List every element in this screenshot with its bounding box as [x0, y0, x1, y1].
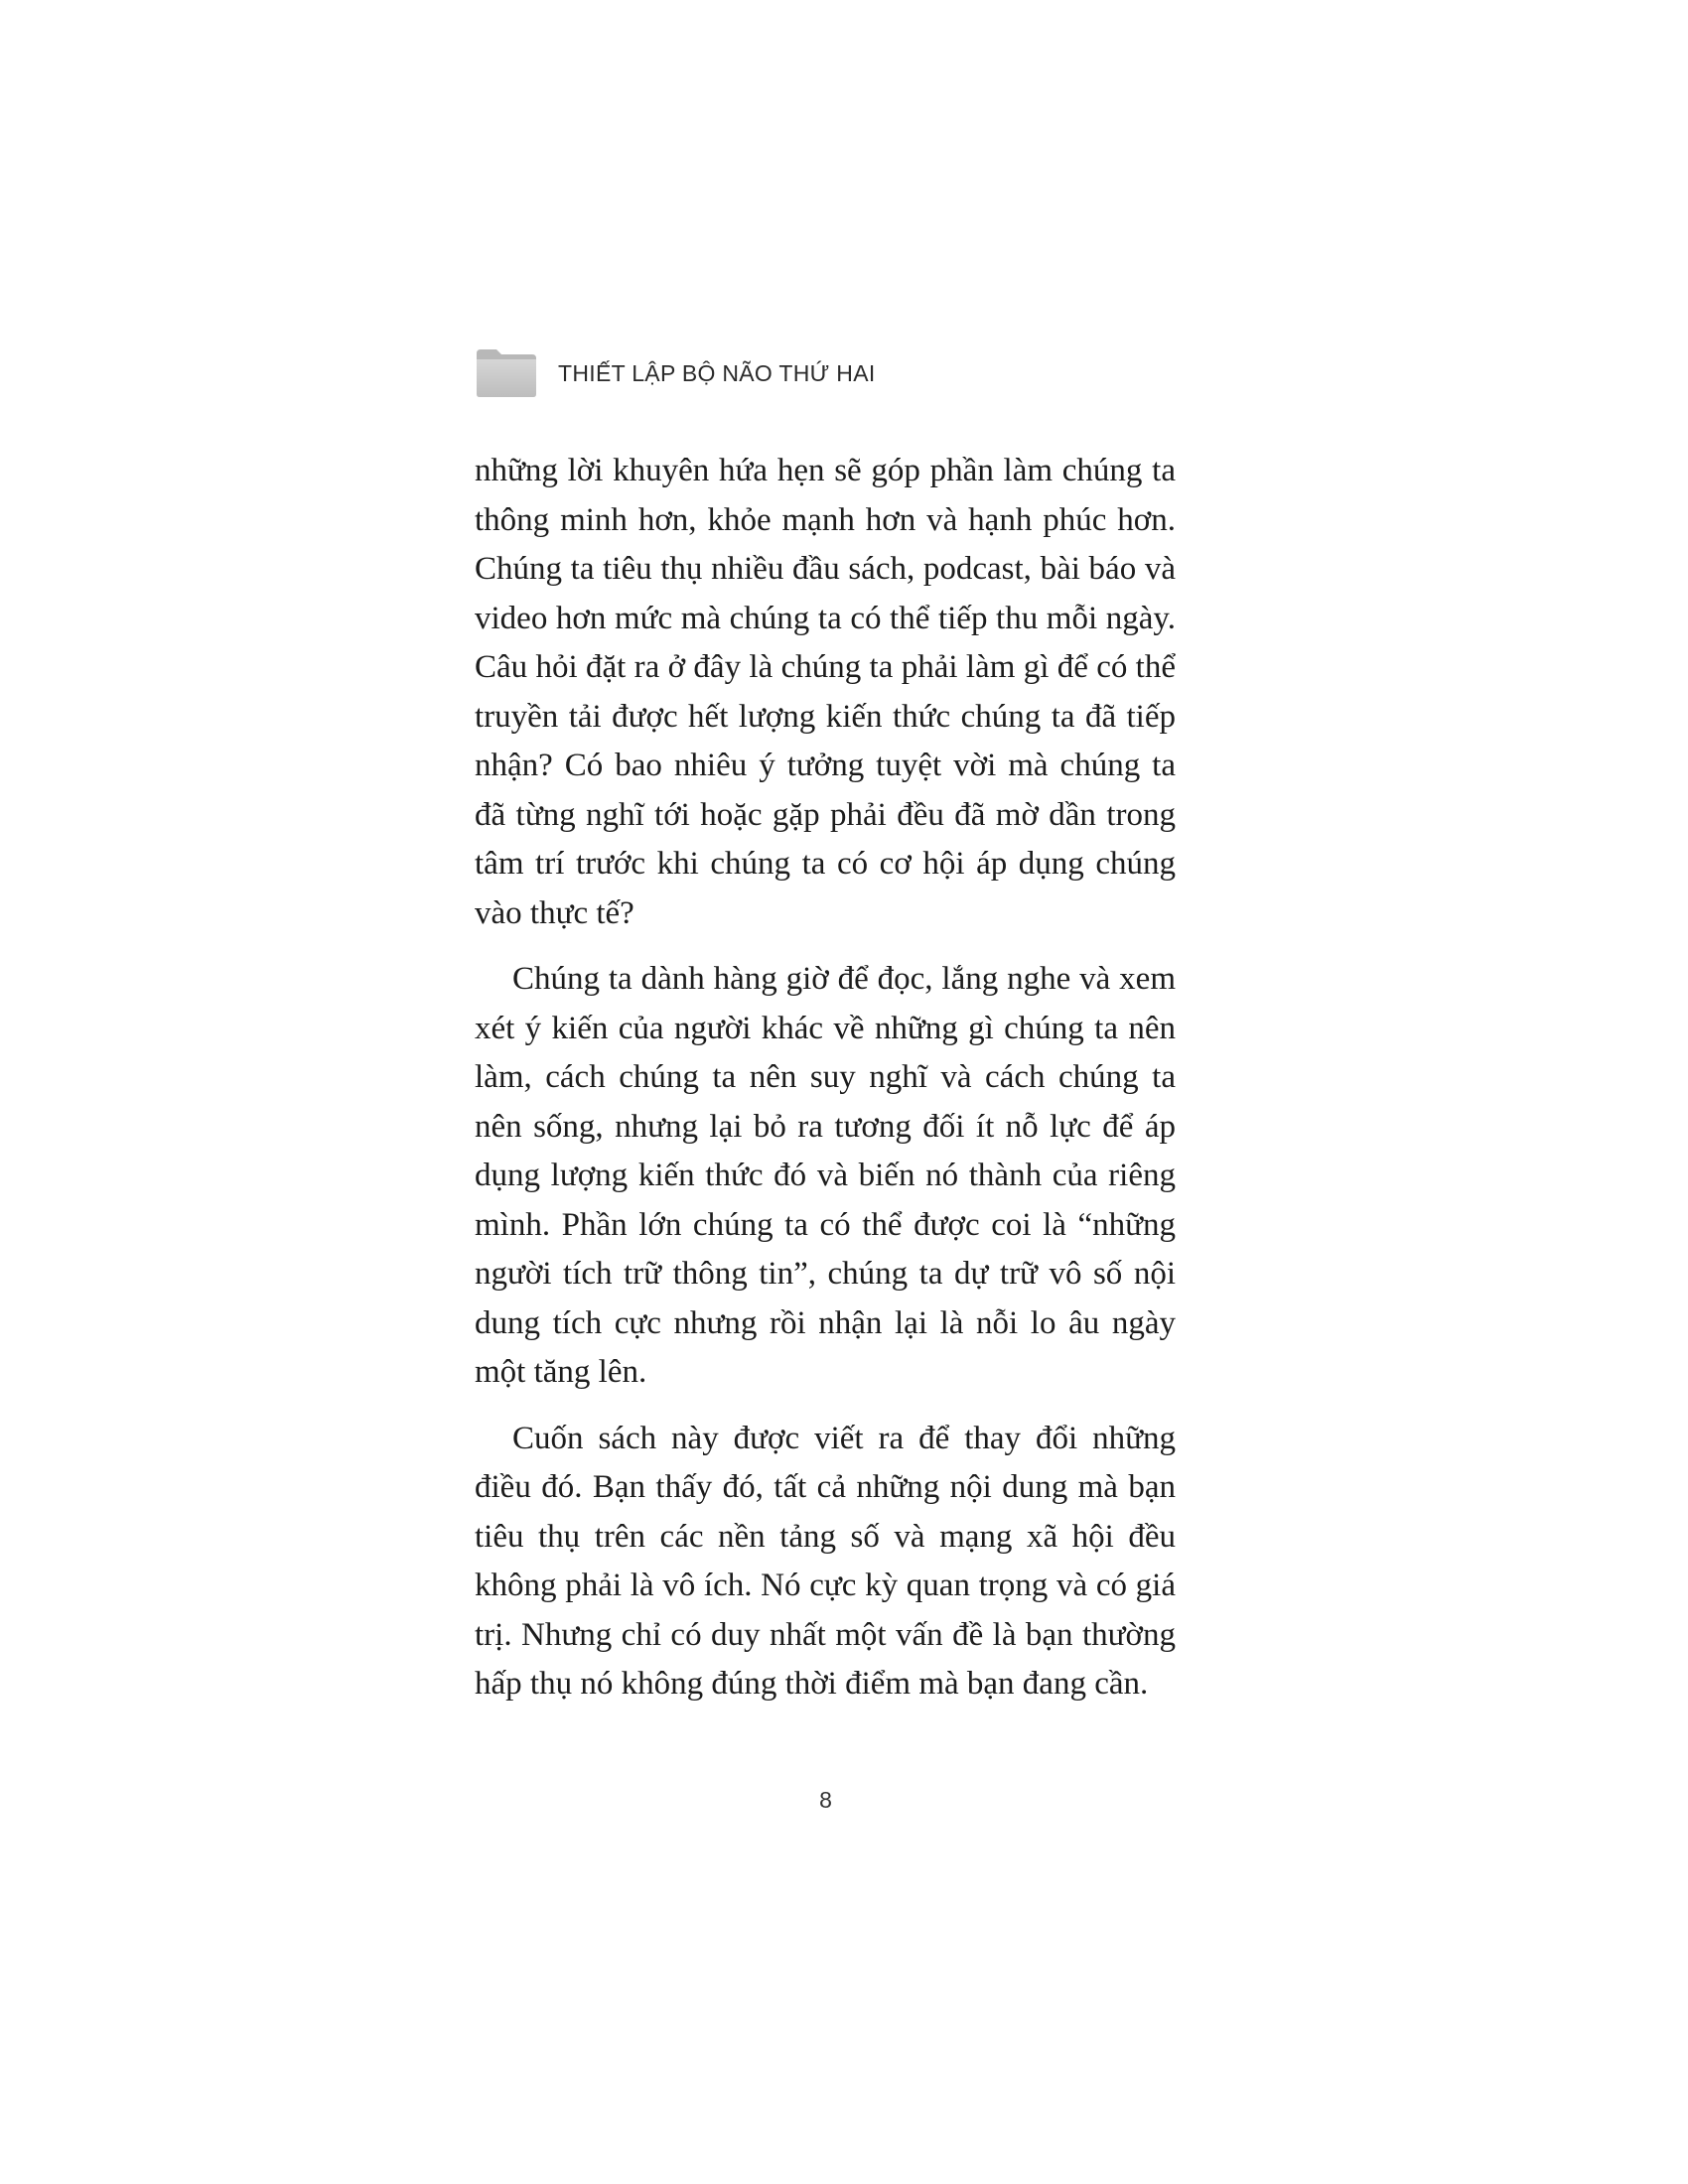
- page-number: 8: [819, 1787, 832, 1813]
- body-text: [475, 447, 1176, 1726]
- folder-icon: [475, 347, 538, 399]
- running-header: [475, 347, 876, 399]
- paragraph: Chúng ta dành hàng giờ để đọc, lắng nghe và xem xét ý kiến của người khác về những gì chúng ta nên làm, cách chúng ta nên suy nghĩ và cách chúng ta nên sống, nhưng lại bỏ ra tương đối ít nỗ lực để áp dụng lượng kiến thức đó và biến nó thành của riêng mình. Phần lớn chúng ta có thể được coi là “những người tích trữ thông tin”, chúng ta dự trữ vô số nội dung tích cực nhưng rồi nhận lại là nỗi lo âu ngày một tăng lên.: [475, 961, 1176, 1390]
- running-header-title: THIẾT LẬP BỘ NÃO THỨ HAI: [558, 359, 876, 386]
- paragraph: Cuốn sách này được viết ra để thay đổi những điều đó. Bạn thấy đó, tất cả những nội dung mà bạn tiêu thụ trên các nền tảng số và mạng xã hội đều không phải là vô ích. Nó cực kỳ quan trọng và có giá trị. Nhưng chỉ có duy nhất một vấn đề là bạn thường hấp thụ nó không đúng thời điểm mà bạn đang cần.: [475, 1420, 1176, 1702]
- paragraph-continued: những lời khuyên hứa hẹn sẽ góp phần làm chúng ta thông minh hơn, khỏe mạnh hơn và hạnh phúc hơn. Chúng ta tiêu thụ nhiều đầu sách, podcast, bài báo và video hơn mức mà chúng ta có thể tiếp thu mỗi ngày. Câu hỏi đặt ra ở đây là chúng ta phải làm gì để có thể truyền tải được hết lượng kiến thức chúng ta đã tiếp nhận? Có bao nhiêu ý tưởng tuyệt vời mà chúng ta đã từng nghĩ tới hoặc gặp phải đều đã mờ dần trong tâm trí trước khi chúng ta có cơ hội áp dụng chúng vào thực tế?: [475, 453, 1176, 931]
